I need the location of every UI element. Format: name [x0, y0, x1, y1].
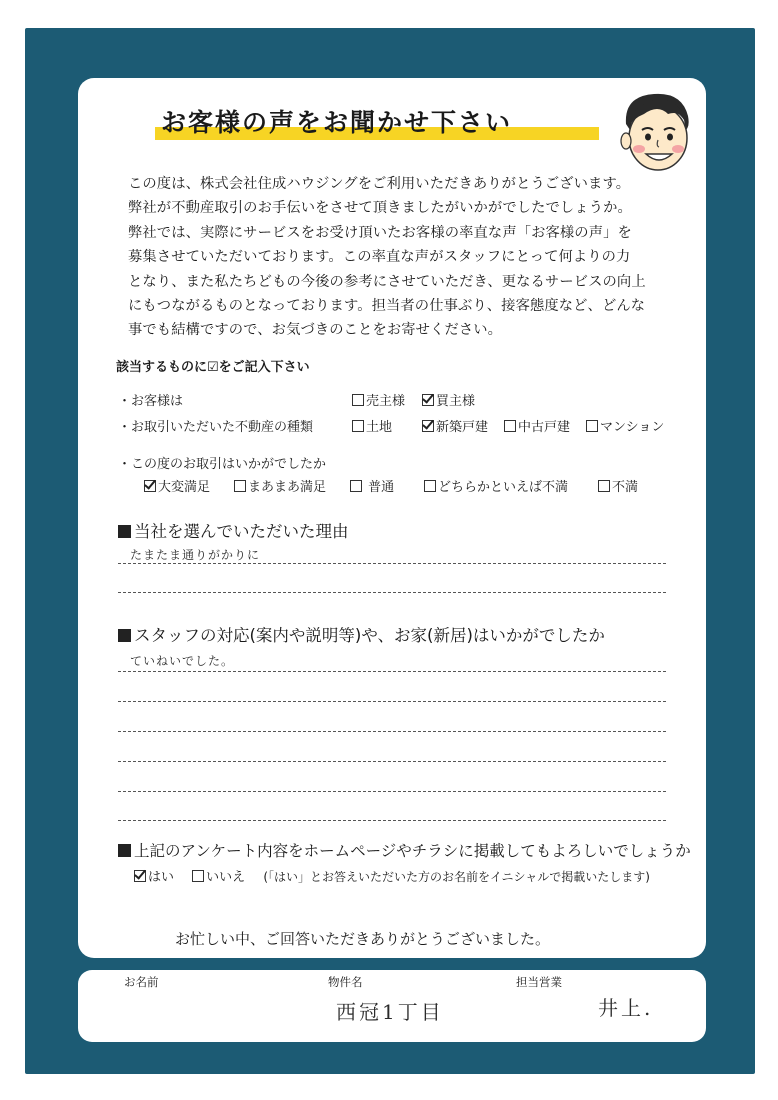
thanks-text: お忙しい中、ご回答いただきありがとうございました。 — [175, 930, 551, 948]
intro-line: この度は、株式会社住成ハウジングをご利用いただきありがとうございます。 — [128, 176, 631, 192]
square-bullet-icon — [118, 629, 131, 642]
instruction-text: 該当するものに☑をご記入下さい — [116, 360, 310, 375]
question-satisfaction-options — [144, 476, 674, 494]
option-satisfied[interactable]: まあまあ満足 — [234, 476, 326, 495]
property-value: 西冠1丁目 — [336, 1000, 444, 1024]
answer-line — [118, 761, 666, 762]
intro-line: となり、また私たちどもの今後の参考にさせていただき、更なるサービスの向上 — [128, 273, 646, 290]
answer-line — [118, 820, 666, 821]
square-bullet-icon — [118, 525, 131, 538]
question-customer — [118, 390, 678, 408]
mascot-face-icon — [618, 86, 698, 178]
handwritten-reason: たまたま通りがかりに — [130, 548, 261, 562]
checkbox[interactable] — [192, 870, 204, 882]
checkbox-checked[interactable] — [422, 394, 434, 406]
sales-label: 担当営業 — [516, 975, 562, 989]
answer-line — [118, 791, 666, 792]
question-label: ・お客様は — [118, 394, 184, 409]
option-dissatisfied[interactable]: 不満 — [598, 476, 638, 495]
checkbox[interactable] — [234, 480, 246, 492]
answer-line — [118, 731, 666, 732]
checkbox-checked[interactable] — [422, 420, 434, 432]
name-label: お名前 — [124, 975, 159, 989]
answer-line — [118, 563, 666, 564]
checkbox[interactable] — [424, 480, 436, 492]
checkbox-checked[interactable] — [134, 870, 146, 882]
option-land[interactable]: 土地 — [352, 416, 392, 435]
option-somewhat-dissatisfied[interactable]: どちらかといえば不満 — [424, 476, 568, 495]
intro-line: にもつながるものとなっております。担当者の仕事ぶり、接客態度など、どんな — [128, 298, 646, 315]
section-reason-heading: 当社を選んでいただいた理由 — [118, 518, 349, 542]
question-label: ・この度のお取引はいかがでしたか — [118, 457, 327, 472]
section-staff-heading: スタッフの対応(案内や説明等)や、お家(新居)はいかがでしたか — [118, 622, 605, 646]
answer-line — [118, 671, 666, 672]
question-satisfaction-label — [118, 453, 678, 471]
square-bullet-icon — [118, 844, 131, 857]
option-buyer[interactable]: 買主様 — [422, 390, 475, 409]
page-title: お客様の声をお聞かせ下さい — [161, 108, 513, 137]
intro-line: 弊社が不動産取引のお手伝いをさせて頂きましたがいかがでしたでしょうか。 — [128, 200, 632, 217]
intro-text — [128, 172, 688, 343]
option-mansion[interactable]: マンション — [586, 416, 664, 435]
handwritten-staff: ていねいでした。 — [130, 654, 235, 668]
question-label: ・お取引いただいた不動産の種類 — [118, 420, 314, 435]
checkbox-checked[interactable] — [144, 480, 156, 492]
sales-value: 井上. — [598, 996, 654, 1020]
option-used-house[interactable]: 中古戸建 — [504, 416, 570, 435]
option-no[interactable]: いいえ — [192, 870, 245, 885]
checkbox[interactable] — [586, 420, 598, 432]
checkbox[interactable] — [352, 420, 364, 432]
option-very-satisfied[interactable]: 大変満足 — [144, 476, 210, 495]
intro-line: 事でも結構ですので、お気づきのことをお寄せください。 — [128, 322, 503, 339]
answer-line — [118, 701, 666, 702]
option-yes[interactable]: はい — [134, 870, 174, 885]
option-new-house[interactable]: 新築戸建 — [422, 416, 488, 435]
option-seller[interactable]: 売主様 — [352, 390, 405, 409]
title-block — [155, 103, 605, 143]
checkbox[interactable] — [350, 480, 362, 492]
option-neutral[interactable]: 普通 — [350, 476, 394, 495]
question-property — [118, 416, 678, 434]
intro-line: 弊社では、実際にサービスをお受け頂いたお客様の率直な声「お客様の声」を — [128, 224, 632, 241]
publish-options — [134, 866, 650, 885]
checkbox[interactable] — [504, 420, 516, 432]
intro-line: 募集させていただいております。この率直な声がスタッフにとって何よりの力 — [128, 249, 631, 266]
checkbox[interactable] — [352, 394, 364, 406]
checkbox[interactable] — [598, 480, 610, 492]
section-publish-heading: 上記のアンケート内容をホームページやチラシに掲載してもよろしいでしょうか — [118, 839, 691, 861]
answer-line — [118, 592, 666, 593]
property-label: 物件名 — [328, 975, 363, 989]
publish-note: (「はい」とお答えいただいた方のお名前をイニシャルで掲載いたします) — [263, 870, 650, 884]
